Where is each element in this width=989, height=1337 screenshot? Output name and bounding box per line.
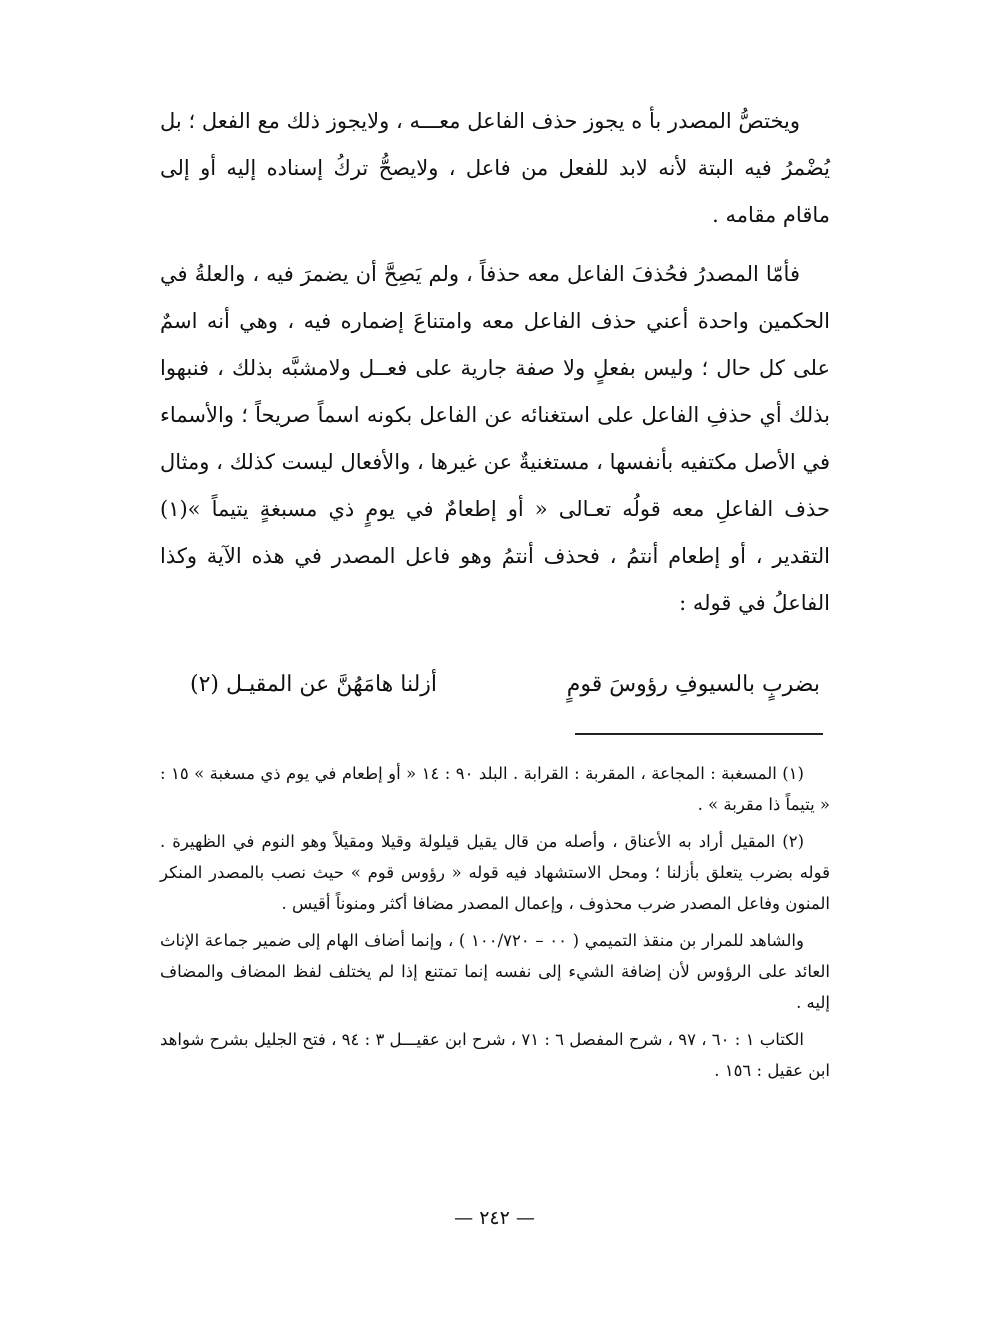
footnote-2-poet: والشاهد للمرار بن منقذ التميمي ( ٠٠ – ١٠٠/٧٢٠ ) ، وإنما أضاف الهام إلى ضمير جماعة الإناث العائد على الرؤوس لأن إضافة الشيء إلى نفسه إنما تمتنع إذا لم يختلف لفظ المضاف والمضاف إليه . bbox=[160, 931, 830, 1012]
verse-second-hemistich: أزلنا هامَهُنَّ عن المقيـل (٢) bbox=[190, 672, 438, 697]
paragraph-2: فأمّا المصدرُ فحُذفَ الفاعل معه حذفاً ، ولم يَصِحَّ أن يضمرَ فيه ، والعلةُ في الحكمين واحدة أعني حذف الفاعل معه وامتناعَ إضماره فيه ، وهي أنه اسمٌ على كل حال ؛ وليس بفعلٍ ولا صفة جارية على فعــل ولامشبَّه بذلك ، فنبهوا بذلك أي حذفِ الفاعل على استغنائه عن الفاعل بكونه اسماً صريحاً ؛ والأسماء في الأصل مكتفيه بأنفسها ، مستغنيةٌ عن غيرها ، والأفعال ليست كذلك ، ومثال حذف الفاعلِ معه قولُه تعـالى « أو إطعامٌ في يومٍ ذي مسبغةٍ يتيماً »(١) التقدير ، أو إطعام أنتمُ ، فحذف أنتمُ وهو فاعل المصدر في هذه الآية وكذا الفاعلُ في قوله : bbox=[160, 262, 830, 615]
footnote-1: (١) المسغبة : المجاعة ، المقربة : القرابة . البلد ٩٠ : ١٤ « أو إطعام في يوم ذي مسغبة » ١٥ : « يتيماً ذا مقربة » . bbox=[160, 764, 830, 814]
footnotes bbox=[160, 758, 830, 1092]
footnote-2-sources: الكتاب ١ : ٦٠ ، ٩٧ ، شرح المفصل ٦ : ٧١ ، شرح ابن عقيـــل ٣ : ٩٤ ، فتح الجليل بشرح شواهد ابن عقيل : ١٥٦ . bbox=[160, 1030, 830, 1080]
footnote-2: (٢) المقيل أراد به الأعناق ، وأصله من قال يقيل قيلولة وقيلا ومقيلاً وهو النوم في الظهيرة . قوله بضرب يتعلق بأزلنا ؛ ومحل الاستشهاد فيه قوله « رؤوس قوم » حيث نصب بالمصدر المنكر المنون وفاعل المصدر ضرب محذوف ، وإعمال المصدر مضافا أكثر ومنوناً أقيس . bbox=[160, 832, 830, 913]
paragraph-1: ويختصُّ المصدر بأ ه يجوز حذف الفاعل معـــه ، ولايجوز ذلك مع الفعل ؛ بل يُضْمرُ فيه البتة لأنه لابد للفعل من فاعل ، ولايصحُّ تركُ إسناده إليه أو إلى ماقام مقامه . bbox=[160, 109, 830, 227]
footnote-divider bbox=[575, 733, 823, 735]
poetry-verse bbox=[190, 662, 820, 708]
main-text bbox=[160, 98, 830, 627]
page-number: — ٢٤٢ — bbox=[454, 1207, 535, 1229]
verse-first-hemistich: بضربٍ بالسيوفِ رؤوسَ قومٍ bbox=[566, 672, 820, 697]
